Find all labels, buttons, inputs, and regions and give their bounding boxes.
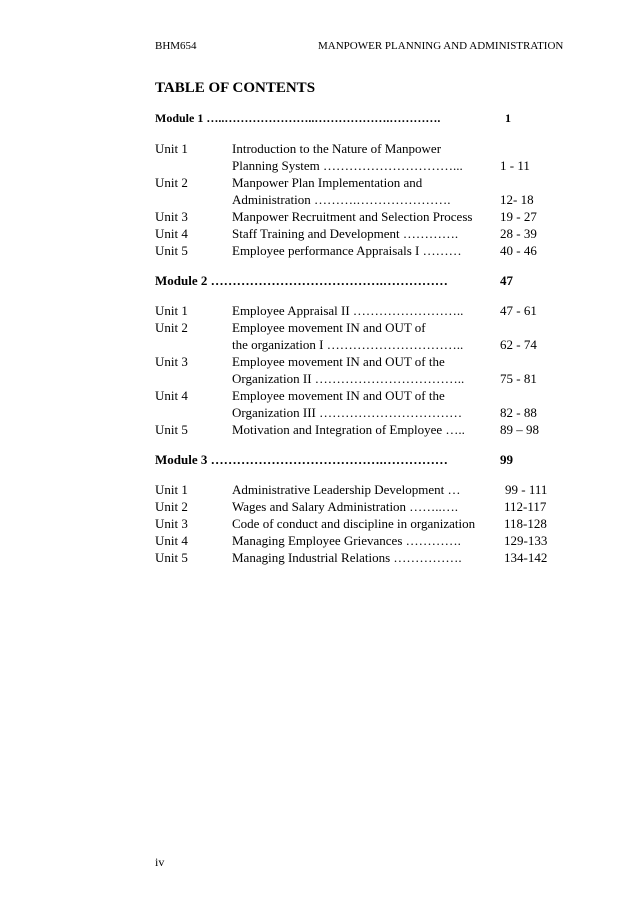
unit-label: Unit 1 — [155, 303, 188, 318]
toc-title: TABLE OF CONTENTS — [155, 80, 316, 96]
unit-label: Unit 4 — [155, 533, 188, 548]
unit-title: Employee movement IN and OUT of — [232, 320, 426, 335]
unit-pages: 134-142 — [504, 550, 548, 565]
unit-title: Employee movement IN and OUT of the — [232, 354, 445, 369]
unit-label: Unit 4 — [155, 226, 188, 241]
unit-label: Unit 1 — [155, 141, 188, 156]
module-page: 99 — [500, 452, 513, 467]
unit-label: Unit 2 — [155, 499, 188, 514]
unit-title: Manpower Recruitment and Selection Process — [232, 209, 473, 224]
unit-label: Unit 3 — [155, 209, 188, 224]
unit-title: Staff Training and Development …………. — [232, 226, 459, 241]
unit-pages: 99 - 111 — [505, 482, 548, 497]
unit-pages: 28 - 39 — [500, 226, 537, 241]
module-page: 1 — [505, 111, 511, 125]
unit-title-continued: Organization II …………………………….. — [232, 371, 465, 386]
unit-title: Introduction to the Nature of Manpower — [232, 141, 442, 156]
unit-title: Wages and Salary Administration ……..…. — [232, 499, 459, 514]
unit-pages: 1 - 11 — [500, 158, 530, 173]
module-label: Module 3 ………………………………….…………… — [155, 452, 448, 467]
unit-title-continued: the organization I ………………………….. — [232, 337, 464, 352]
course-title: MANPOWER PLANNING AND ADMINISTRATION — [318, 40, 564, 52]
unit-label: Unit 2 — [155, 175, 188, 190]
unit-title: Employee Appraisal II …………………….. — [232, 303, 464, 318]
unit-title: Managing Employee Grievances …………. — [232, 533, 461, 548]
unit-title: Administrative Leadership Development … — [232, 482, 461, 497]
unit-label: Unit 4 — [155, 388, 188, 403]
module-page: 47 — [500, 273, 513, 288]
unit-title: Manpower Plan Implementation and — [232, 175, 423, 190]
unit-title: Managing Industrial Relations ……………. — [232, 550, 462, 565]
course-code: BHM654 — [155, 40, 197, 52]
unit-title-continued: Organization III …………………………… — [232, 405, 463, 420]
unit-pages: 19 - 27 — [500, 209, 537, 224]
unit-title-continued: Planning System …………………………... — [232, 158, 463, 173]
module-label: Module 1 …..…………………..……………….…………. — [155, 111, 441, 125]
unit-title: Code of conduct and discipline in organization — [232, 516, 476, 531]
page-number: iv — [155, 855, 165, 869]
unit-label: Unit 1 — [155, 482, 188, 497]
unit-pages: 75 - 81 — [500, 371, 537, 386]
unit-label: Unit 5 — [155, 422, 188, 437]
unit-pages: 12- 18 — [500, 192, 534, 207]
unit-label: Unit 3 — [155, 516, 188, 531]
unit-title: Motivation and Integration of Employee ….. — [232, 422, 465, 437]
unit-pages: 40 - 46 — [500, 243, 537, 258]
unit-pages: 47 - 61 — [500, 303, 537, 318]
unit-label: Unit 2 — [155, 320, 188, 335]
unit-pages: 62 - 74 — [500, 337, 537, 352]
unit-pages: 89 – 98 — [500, 422, 539, 437]
unit-label: Unit 5 — [155, 550, 188, 565]
unit-label: Unit 3 — [155, 354, 188, 369]
unit-title: Employee movement IN and OUT of the — [232, 388, 445, 403]
unit-pages: 82 - 88 — [500, 405, 537, 420]
unit-pages: 112-117 — [504, 499, 547, 514]
unit-title-continued: Administration ……….…………………. — [232, 192, 451, 207]
unit-label: Unit 5 — [155, 243, 188, 258]
module-label: Module 2 ………………………………….…………… — [155, 273, 448, 288]
unit-pages: 129-133 — [504, 533, 548, 548]
unit-pages: 118-128 — [504, 516, 547, 531]
unit-title: Employee performance Appraisals I ……… — [232, 243, 462, 258]
